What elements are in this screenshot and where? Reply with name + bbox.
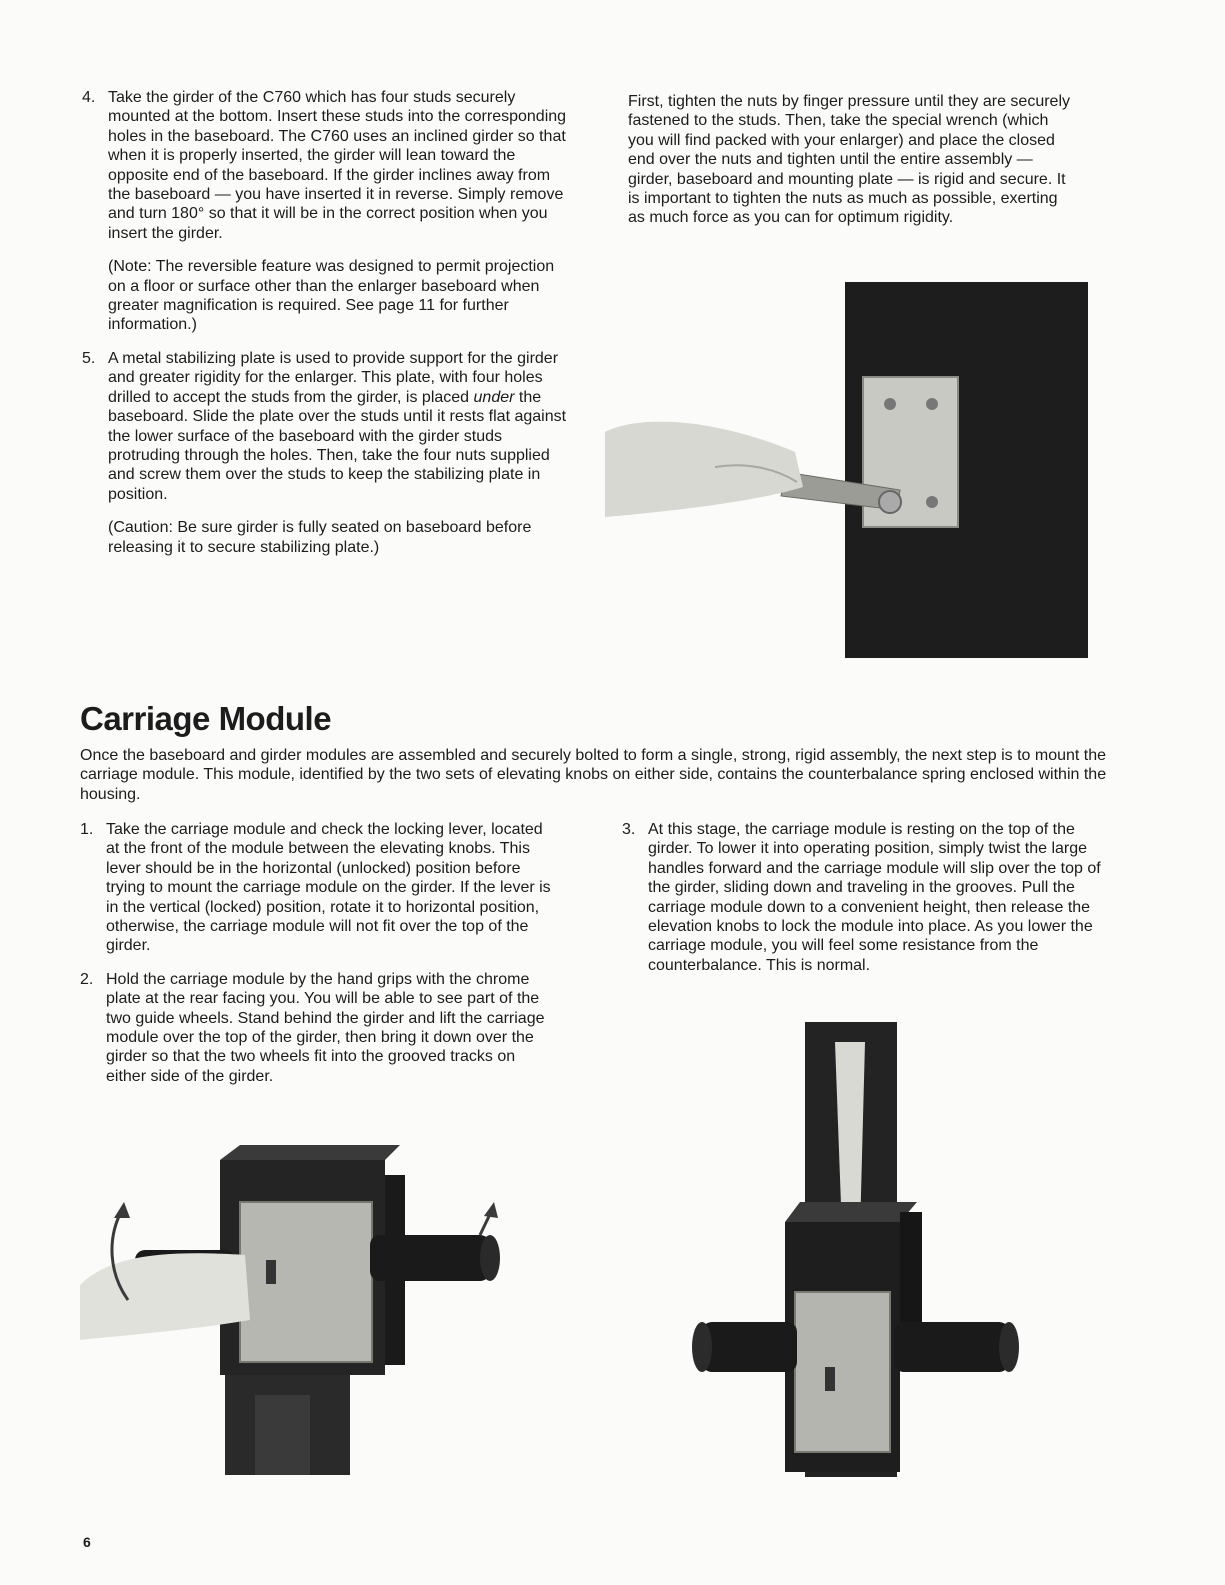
carriage-right-illustration <box>622 1022 1092 1477</box>
step-5 <box>82 349 570 504</box>
carriage-left-column <box>80 820 555 1100</box>
carriage-step-3 <box>622 820 1102 975</box>
section-heading: Carriage Module <box>80 700 332 737</box>
step-text-a: A metal stabilizing plate is used to provide support for the girder and greater rigidity for the enlarger. This plate, with four holes drilled to accept the studs from the girder, is placed <box>108 349 559 406</box>
carriage-photo-right <box>622 1022 1092 1477</box>
step-number: 5. <box>82 349 96 367</box>
step-number: 1. <box>80 821 94 838</box>
section-intro: Once the baseboard and girder modules are assembled and securely bolted to form a single, strong, rigid assembly, the next step is to mount the carriage module. This module, identified by the two sets of elevating knobs on either side, contains the counterbalance spring enclosed within the housing. <box>80 747 1107 803</box>
page-number: 6 <box>83 1534 91 1550</box>
caution-paragraph: (Caution: Be sure girder is fully seated on baseboard before releasing it to secure stabilizing plate.) <box>108 519 532 556</box>
step-4 <box>82 88 570 243</box>
step-text: Take the girder of the C760 which has four studs securely mounted at the bottom. Insert these studs into the corresponding holes in the baseboard. The C760 uses an inclined girder so that when it is properly inserted, the girder will lean toward the opposite end of the baseboard. If the girder inclines away from the baseboard — you have inserted it in reverse. Simply remove and turn 180° so that it will be in the correct position when you insert the girder. <box>108 89 567 242</box>
wrench-illustration <box>605 282 1088 658</box>
step-text: Take the carriage module and check the locking lever, located at the front of the module between the elevating knobs. This lever should be in the horizontal (unlocked) position before trying to mount the carriage module on the girder. If the lever is in the vertical (locked) position, rotate it to horizontal position, otherwise, the carriage module will not fit over the top of the girder. <box>106 821 551 955</box>
carriage-right-column <box>622 820 1102 989</box>
step-emphasis: under <box>473 388 515 406</box>
note-paragraph: (Note: The reversible feature was designed to permit projection on a floor or surface other than the enlarger baseboard when greater magnification is required. See page 11 for further information.) <box>108 258 555 334</box>
carriage-step-2 <box>80 970 555 1086</box>
carriage-step-1 <box>80 820 555 956</box>
carriage-left-illustration <box>80 1140 560 1475</box>
step-text-b: the baseboard. Slide the plate over the studs until it rests flat against the lower surface of the baseboard with the girder studs protruding through the holes. Then, take the four nuts supplied and screw them over the studs to keep the stabilizing plate in position. <box>108 388 567 503</box>
step-number: 4. <box>82 89 96 106</box>
step-text: At this stage, the carriage module is resting on the top of the girder. To lower it into operating position, simply twist the large handles forward and the carriage module will slip over the top of the girder, sliding down and traveling in the grooves. Pull the carriage module down to a convenient height, then release the elevation knobs to lock the module into place. As you lower the carriage module, you will feel some resistance from the counterbalance. This is normal. <box>648 821 1101 974</box>
tighten-paragraph: First, tighten the nuts by finger pressure until they are securely fastened to the studs. Then, take the special wrench (which you will find packed with your enlarger) and place the closed end over the nuts and tighten until the entire assembly — girder, baseboard and mounting plate — is rigid and secure. It is important to tighten the nuts as much as possible, exerting as much force as you can for optimum rigidity. <box>628 93 1070 227</box>
right-column <box>628 92 1078 242</box>
step-number: 2. <box>80 970 94 988</box>
step-number: 3. <box>622 821 636 838</box>
wrench-photo <box>605 282 1088 658</box>
carriage-photo-left <box>80 1140 560 1475</box>
step-text: Hold the carriage module by the hand grips with the chrome plate at the rear facing you. You will be able to see part of the two guide wheels. Stand behind the girder and lift the carriage module over the top of the girder, then bring it down over the girder so that the two wheels fit into the grooved tracks on either side of the girder. <box>106 970 545 1085</box>
left-column <box>82 88 570 571</box>
